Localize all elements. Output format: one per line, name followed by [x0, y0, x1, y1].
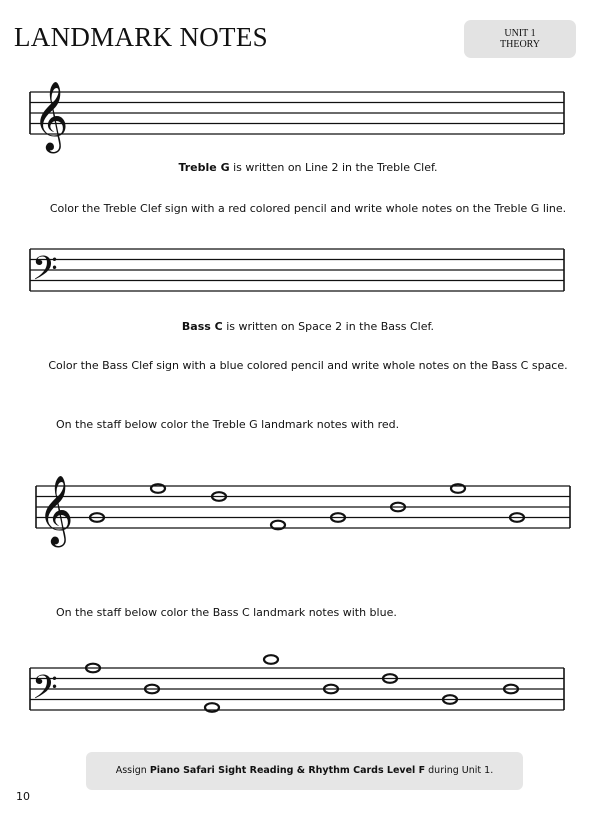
bass-c-label: Bass C: [181, 320, 223, 333]
treble-g-label: Treble G: [178, 161, 230, 174]
assignment-post: during Unit 1.: [425, 765, 494, 776]
treble-clef-icon: 𝄞: [38, 475, 74, 545]
assignment-book: Piano Safari Sight Reading & Rhythm Cards Level F: [149, 765, 426, 776]
page-title: LANDMARK NOTES: [14, 22, 268, 52]
page-number: 10: [16, 790, 30, 803]
unit-badge-line1: UNIT 1: [504, 28, 536, 39]
exercise1-instruction: On the staff below color the Treble G landmark notes with red.: [56, 418, 400, 431]
assignment-pre: Assign: [115, 765, 150, 776]
bass-clef-icon: 𝄢: [32, 250, 58, 296]
unit-badge-line2: THEORY: [500, 39, 540, 50]
exercise2-instruction: On the staff below color the Bass C landmark notes with blue.: [56, 606, 397, 619]
bass-instruction: Color the Bass Clef sign with a blue colored pencil and write whole notes on the Bass C space.: [48, 359, 568, 372]
treble-g-text: is written on Line 2 in the Treble Clef.: [229, 161, 438, 174]
treble-clef-icon: 𝄞: [33, 81, 69, 151]
whole-note[interactable]: [264, 655, 278, 664]
bass-c-text: is written on Space 2 in the Bass Clef.: [222, 320, 435, 333]
assignment-box: [86, 752, 523, 790]
treble-instruction: Color the Treble Clef sign with a red colored pencil and write whole notes on the Treble G line.: [49, 202, 567, 215]
bass-clef-icon: 𝄢: [32, 669, 58, 715]
